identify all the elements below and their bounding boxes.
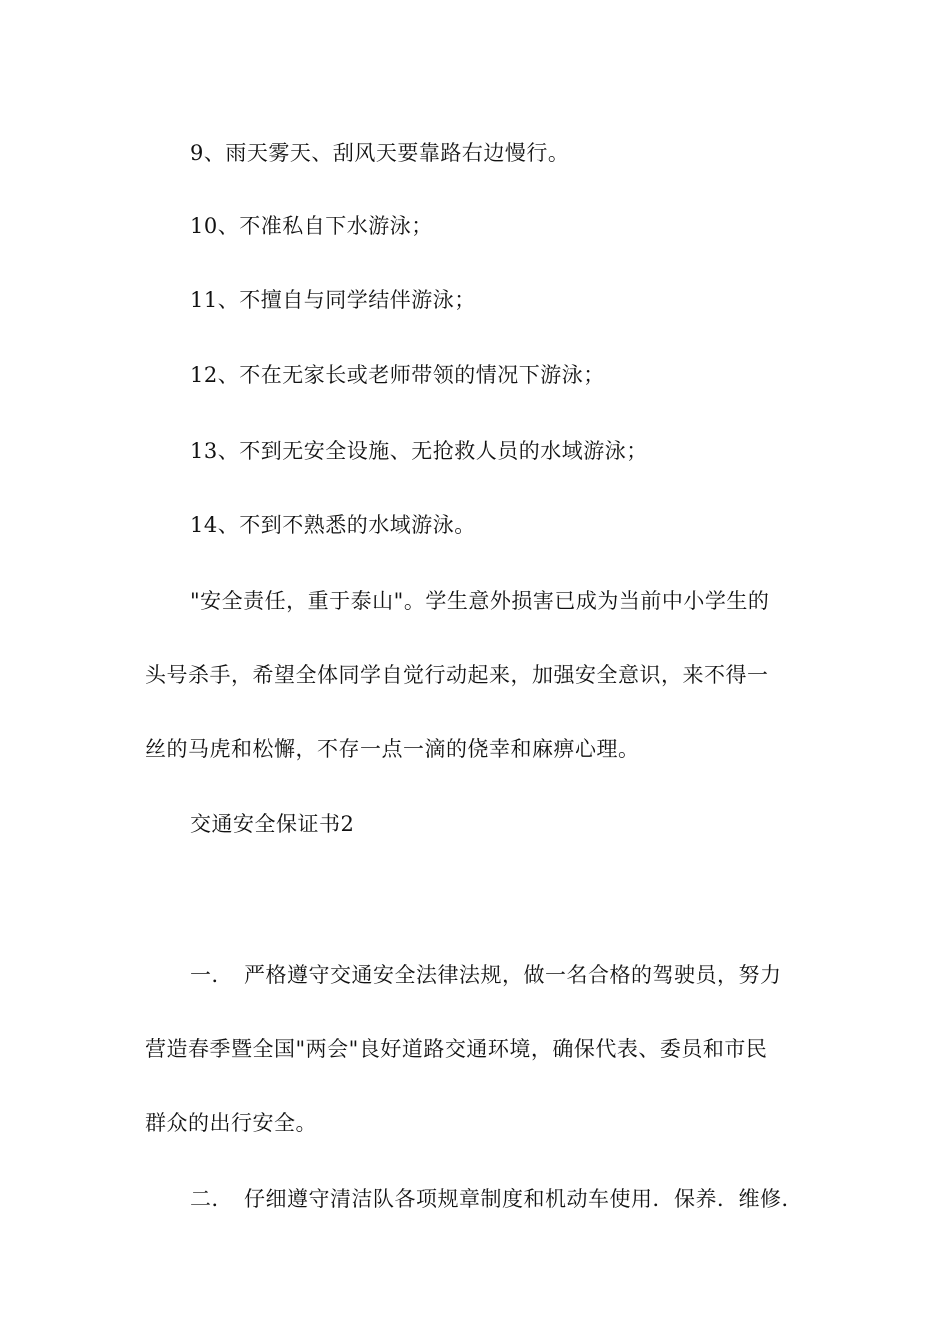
- rule-item-9: 9、雨天雾天、刮风天要靠路右边慢行。: [190, 141, 570, 165]
- rule-item-10: 10、不准私自下水游泳；: [190, 214, 433, 238]
- paragraph-line: 头号杀手，希望全体同学自觉行动起来，加强安全意识，来不得一: [145, 663, 769, 687]
- paragraph-line: 丝的马虎和松懈，不存一点一滴的侥幸和麻痹心理。: [145, 737, 640, 761]
- paragraph-line: "安全责任，重于泰山"。学生意外损害已成为当前中小学生的: [190, 589, 770, 613]
- rule-item-14: 14、不到不熟悉的水域游泳。: [190, 513, 476, 537]
- paragraph-line: 一． 严格遵守交通安全法律法规，做一名合格的驾驶员，努力: [190, 963, 782, 987]
- rule-item-11: 11、不擅自与同学结伴游泳；: [190, 288, 476, 312]
- rule-item-12: 12、不在无家长或老师带领的情况下游泳；: [190, 363, 605, 387]
- paragraph-line: 群众的出行安全。: [145, 1111, 317, 1135]
- section-title: 交通安全保证书2: [190, 812, 355, 836]
- paragraph-line: 二． 仔细遵守清洁队各项规章制度和机动车使用．保养．维修．: [190, 1187, 803, 1211]
- rule-item-13: 13、不到无安全设施、无抢救人员的水域游泳；: [190, 439, 648, 463]
- paragraph-line: 营造春季暨全国"两会"良好道路交通环境，确保代表、委员和市民: [145, 1037, 768, 1061]
